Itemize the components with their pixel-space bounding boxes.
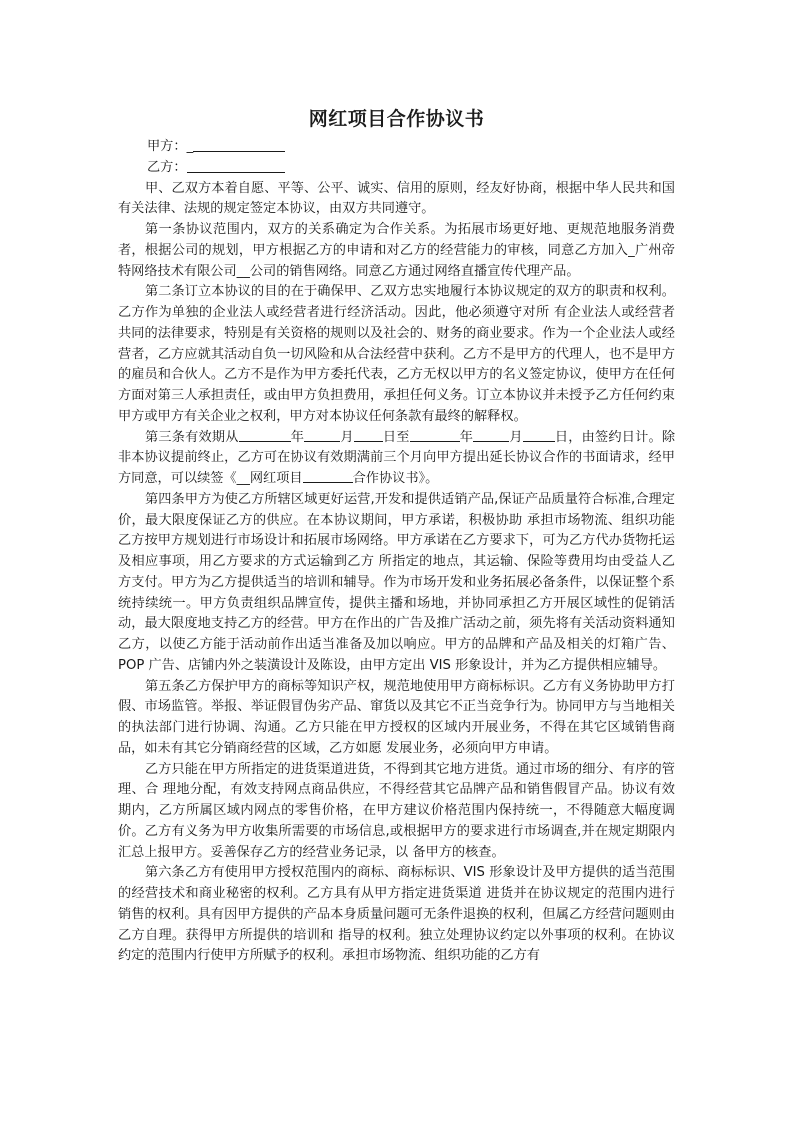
article-1: 第一条协议范围内，双方的关系确定为合作关系。为拓展市场更好地、更规范地服务消费者，根据公司的规划，甲方根据乙方的申请和对乙方的经营能力的审核，同意乙方加入_广州帝特网络技术有限公司__公司的销售网络。同意乙方通过网络直播宣传代理产品。 [118,222,675,279]
day-to-label: 日至 [382,429,410,445]
project-blank [303,469,353,483]
party-a-blank [193,137,285,152]
article-3 [118,428,675,490]
start-year-blank [239,428,291,442]
article-3-middle: 日，由签约日计。除非本协议提前终止，乙方可在协议有效期满前三个月向甲方提出延长协议合作的书面请求，经甲方同意，可以续签《__网红项目 [118,429,676,486]
article-6: 第六条乙方有使用甲方授权范围内的商标、商标标识、VIS 形象设计及甲方提供的适当范围的经营技术和商业秘密的权利。乙方具有从甲方指定进货渠道 进货并在协议规定的范围内进行销售的权利。具有因甲方提供的产品本身质量问题可无条件退换的权利，但属乙方经营问题则由乙方自理。获得甲方所提供的培训和 指导的权利。独立处理协议约定以外事项的权利。在协议约定的范围内行使甲方所赋予的权利。承担市场物流、组织功能的乙方有 [118,865,675,964]
month-label: 月 [340,429,354,445]
party-a-line [118,137,675,158]
party-a-prefix: _ [186,139,194,154]
party-a-label: 甲方： [147,139,187,154]
article-5: 第五条乙方保护甲方的商标等知识产权，规范地使用甲方商标标识。乙方有义务协助甲方打假、市场监管。举报、举证假冒伪劣产品、窜货以及其它不正当竞争行为。协同甲方与当地相关的执法部门进行协调、沟通。乙方只能在甲方授权的区域内开展业务，不得在其它区域销售商品，如未有其它分销商经营的区域，乙方如愿 发展业务，必须向甲方申请。 [118,678,675,756]
party-b-line [118,158,675,179]
year-label: 年 [290,429,305,445]
party-b-blank [187,158,285,173]
end-year-blank [410,428,460,442]
end-month-blank [473,428,509,442]
start-month-blank [304,428,340,442]
end-month-label: 月 [509,429,523,445]
party-b-label: 乙方： [147,159,187,175]
document-title: 网红项目合作协议书 [308,108,485,130]
article-3-start: 第三条有效期从 [145,429,239,445]
article-2: 第二条订立本协议的目的在于确保甲、乙双方忠实地履行本协议规定的双方的职责和权利。乙方作为单独的企业法人或经营者进行经济活动。因此，他必须遵守对所 有企业法人或经营者共同的法律要求，特别是有关资格的规则以及社会的、财务的商业要求。作为一个企业法人或经营者，乙方应就其活动自负一切风险和从合法经营中获利。乙方不是甲方的代理人，也不是甲方的雇员和合伙人。乙方不是作为甲方委托代表，乙方无权以甲方的名义签定协议，使甲方在任何方面对第三人承担责任，或由甲方负担费用，承担任何义务。订立本协议并未授予乙方任何约束甲方或甲方有关企业之权利，甲方对本协议任何条款有最终的解释权。 [118,284,675,424]
intro-paragraph: 甲、乙双方本着自愿、平等、公平、诚实、信用的原则，经友好协商，根据中华人民共和国有关法律、法规的规定签定本协议，由双方共同遵守。 [118,180,675,217]
document-body [118,137,675,967]
article-5-continued: 乙方只能在甲方所指定的进货渠道进货，不得到其它地方进货。通过市场的细分、有序的管理、合 理地分配，有效支持网点商品供应，不得经营其它品牌产品和销售假冒产品。协议有效期内，乙方所属区域内网点的零售价格，在甲方建议价格范围内保持统一，不得随意大幅度调价。乙方有义务为甲方收集所需要的市场信息,或根据甲方的要求进行市场调查,并在规定期限内汇总上报甲方。妥善保存乙方的经营业务记录，以 备甲方的核查。 [118,761,675,860]
article-3-end: 合作协议书》。 [352,471,439,486]
end-year-label: 年 [459,429,474,445]
article-4: 第四条甲方为使乙方所辖区域更好运营,开发和提供适销产品,保证产品质量符合标准,合理定价，最大限度保证乙方的供应。在本协议期间，甲方承诺，积极协助 承担市场物流、组织功能乙方按甲方规划进行市场设计和拓展市场网络。甲方承诺在乙方要求下，可为乙方代办货物托运及相应事项，用乙方要求的方式运输到乙方 所指定的地点，其运输、保险等费用均由受益人乙方支付。甲方为乙方提供适当的培训和辅导。作为市场开发和业务拓展必备条件，以保证整个系统持续统一。甲方负责组织品牌宣传，提供主播和场地，并协同承担乙方开展区域性的促销活动，最大限度地支持乙方的经营。甲方在作出的广告及推广活动之前，须先将有关活动资料通知乙方，以使乙方能于活动前作出适当准备及加以响应。甲方的品牌和产品及相关的灯箱广告、POP 广告、店铺内外之装潢设计及陈设，由甲方定出 VIS 形象设计，并为乙方提供相应辅导。 [118,491,675,673]
start-day-blank [354,428,383,442]
end-day-blank [523,428,555,442]
